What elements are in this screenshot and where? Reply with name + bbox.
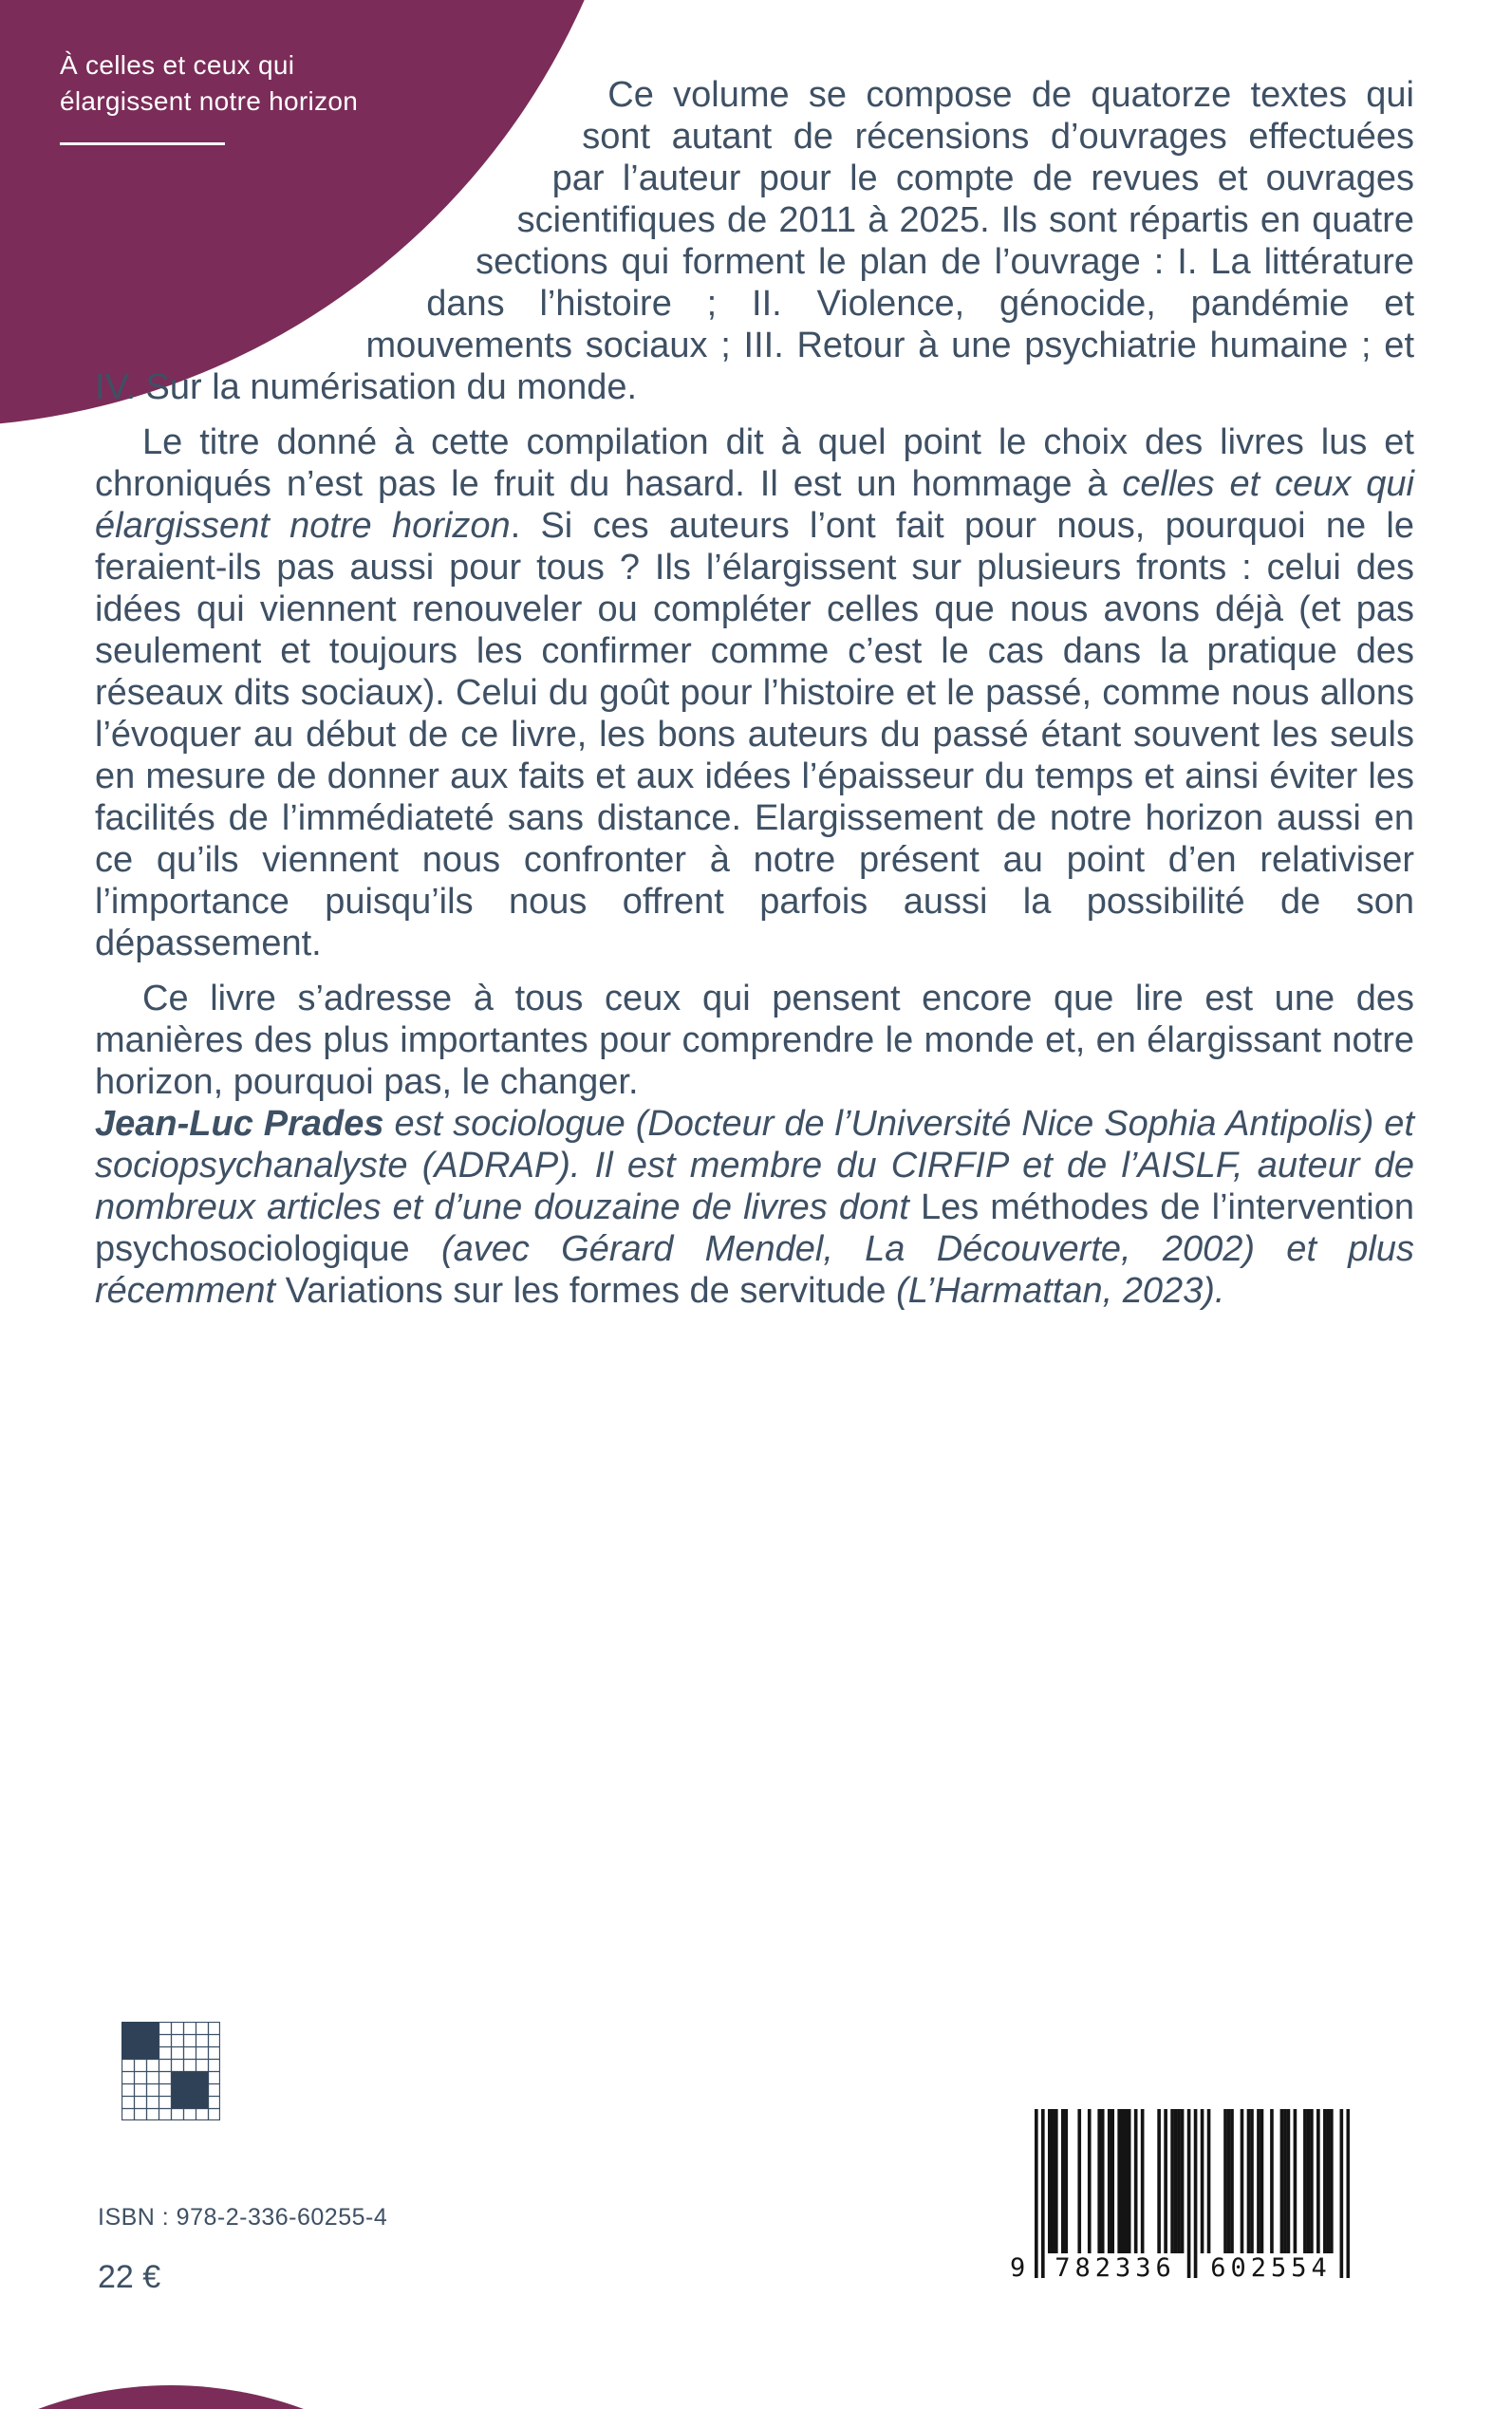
bio-text-1: est sociologue (Docteur de l’Université Nice Sophia Antipolis) et sociopsychanalyste (ADRAP). Il est membre du CIRFIP et de l’AISLF, auteur de nombreux articles et d’une douzaine de livres dont	[95, 1104, 1414, 1227]
dedication	[60, 47, 358, 145]
barcode	[1010, 2109, 1350, 2291]
book-title-1: Les méthodes de l’intervention psychosociologique	[95, 1187, 1414, 1269]
barcode-digits-right: 602554	[1210, 2253, 1332, 2283]
author-name: Jean-Luc Prades	[95, 1104, 384, 1144]
bio-text-2: (avec Gérard Mendel, La Découverte, 2002) et plus récemment	[95, 1229, 1414, 1311]
author-bio	[95, 1103, 1414, 1312]
barcode-digits-left: 782336	[1055, 2253, 1176, 2283]
price-text: 22 €	[98, 2259, 161, 2295]
synopsis-p2-text-b: . Si ces auteurs l’ont fait pour nous, pourquoi ne le feraient-ils pas aussi pour tous ? Ils l’élargissent sur plusieurs fronts : celui des idées qui viennent renouveler ou compléter celles que nous avons déjà (et pas seulement et toujours les confirmer comme c’est le cas dans la pratique des réseaux dits sociaux). Celui du goût pour l’histoire et le passé, comme nous allons l’évoquer au début de ce livre, les bons auteurs du passé étant souvent les seuls en mesure de donner aux faits et aux idées l’épaisseur du temps et ainsi éviter les facilités de l’immédiateté sans distance. Elargissement de notre horizon aussi en ce qu’ils viennent nous confronter à notre présent au point d’en relativiser l’importance puisqu’ils nous offrent parfois aussi la possibilité de son dépassement.	[95, 506, 1414, 963]
barcode-digit-system: 9	[1010, 2253, 1026, 2283]
synopsis-paragraph-1: Ce volume se compose de quatorze textes qui sont autant de récensions d’ouvrages effectuées par l’auteur pour le compte de revues et ouvrages scientifiques de 2011 à 2025. Ils sont répartis en quatre sections qui forment le plan de l’ouvrage : I. La littérature dans l’histoire ; II. Violence, génocide, pandémie et mouvements sociaux ; III. Retour à une psychiatrie humaine ; et IV. Sur la numérisation du monde.	[95, 75, 1414, 407]
synopsis-paragraph-3: Ce livre s’adresse à tous ceux qui pensent encore que lire est une des manières des plus importantes pour comprendre le monde et, en élargissant notre horizon, pourquoi pas, le changer.	[95, 979, 1414, 1102]
bottom-accent-arc	[0, 2385, 554, 2409]
book-title-2: Variations sur les formes de servitude	[285, 1271, 887, 1311]
publisher-logo	[121, 2022, 220, 2120]
synopsis-p2-text-a: Le titre donné à cette compilation dit à quel point le choix des livres lus et chroniqués n’est pas le fruit du hasard. Il est un hommage à	[95, 422, 1414, 504]
synopsis-block	[95, 74, 1414, 1312]
synopsis-p2-italic: celles et ceux qui élargissent notre horizon	[95, 464, 1414, 546]
logo-square-bottom-right	[172, 2072, 209, 2109]
synopsis-paragraph-2	[95, 421, 1414, 964]
logo-square-top-left	[121, 2022, 159, 2060]
bio-text-3: (L’Harmattan, 2023).	[886, 1271, 1225, 1311]
dedication-line-1: À celles et ceux qui	[60, 50, 295, 80]
dedication-rule	[60, 142, 225, 145]
dedication-line-2: élargissent notre horizon	[60, 86, 359, 116]
isbn-text: ISBN : 978-2-336-60255-4	[98, 2204, 388, 2231]
